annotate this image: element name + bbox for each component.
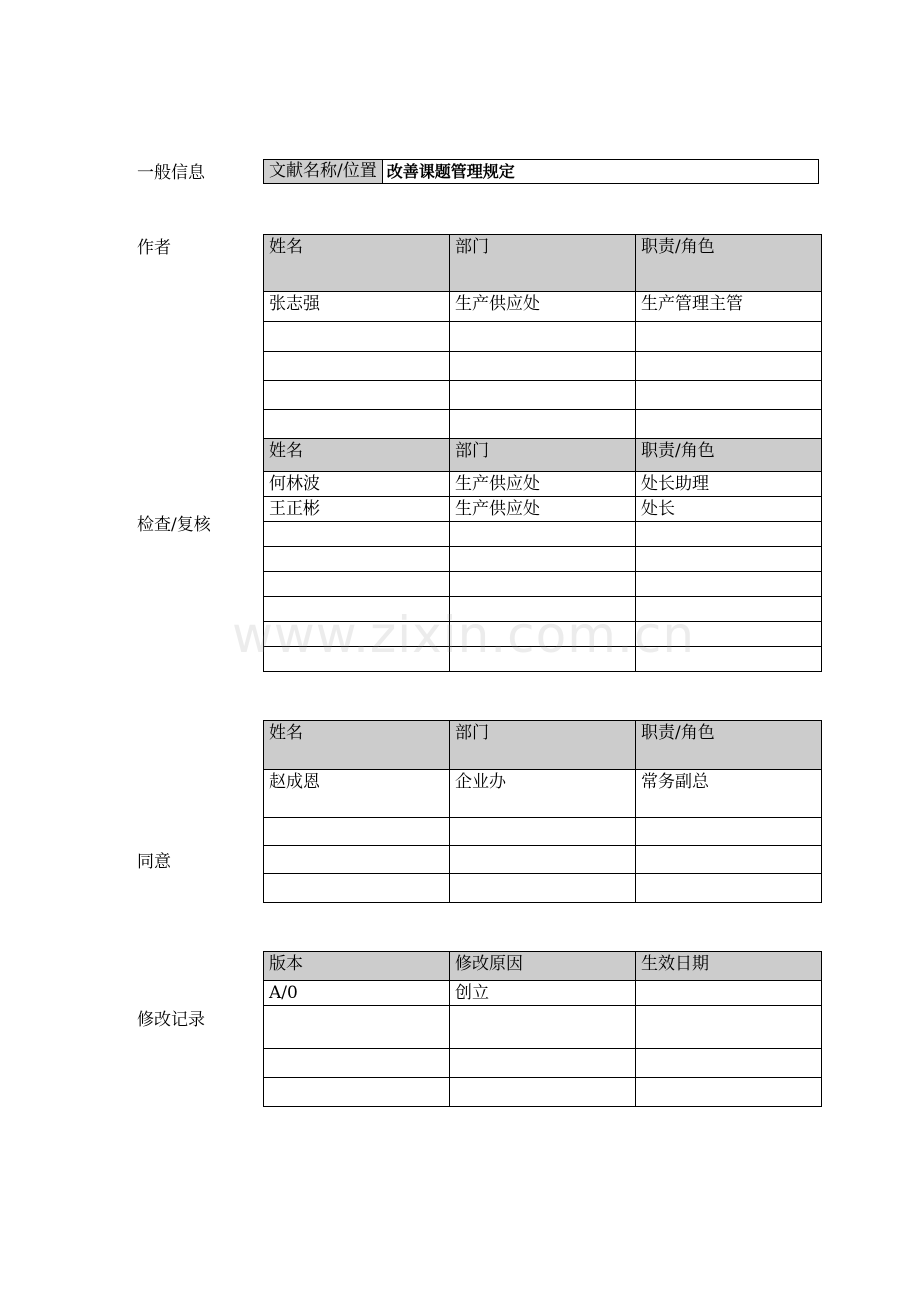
cell-role — [636, 352, 822, 381]
header-role: 职责/角色 — [636, 235, 822, 292]
cell-dept — [450, 572, 636, 597]
document-name-value: 改善课题管理规定 — [386, 162, 515, 181]
cell-dept — [450, 381, 636, 410]
cell-dept — [450, 352, 636, 381]
cell-name — [264, 322, 450, 352]
header-version: 版本 — [264, 952, 450, 981]
cell-version — [264, 1078, 450, 1107]
table-row — [264, 1006, 822, 1049]
table-row — [264, 410, 822, 439]
cell-reason — [450, 1049, 636, 1078]
cell-effective-date — [636, 1049, 822, 1078]
cell-role — [636, 647, 822, 672]
table-header-row — [264, 439, 822, 472]
cell-role: 处长 — [636, 497, 822, 522]
cell-name: 王正彬 — [264, 497, 450, 522]
cell-dept — [450, 522, 636, 547]
cell-name — [264, 522, 450, 547]
cell-name — [264, 381, 450, 410]
cell-role — [636, 547, 822, 572]
table-header-row — [264, 235, 822, 292]
author-label: 作者 — [137, 238, 171, 258]
cell-role — [636, 572, 822, 597]
general-info-label: 一般信息 — [137, 163, 205, 183]
table-row — [264, 547, 822, 572]
table-row — [264, 292, 822, 322]
table-row — [264, 622, 822, 647]
cell-dept — [450, 410, 636, 439]
header-effective-date: 生效日期 — [636, 952, 822, 981]
table-row — [264, 874, 822, 903]
revision-table — [263, 951, 822, 1107]
table-row — [264, 381, 822, 410]
cell-role — [636, 622, 822, 647]
cell-name — [264, 410, 450, 439]
cell-name: 张志强 — [264, 292, 450, 322]
table-row — [264, 572, 822, 597]
cell-dept: 生产供应处 — [450, 472, 636, 497]
cell-version — [264, 1006, 450, 1049]
table-row — [264, 522, 822, 547]
table-row — [264, 818, 822, 846]
cell-name: 赵成恩 — [264, 770, 450, 818]
cell-name — [264, 874, 450, 903]
cell-dept — [450, 322, 636, 352]
table-row — [264, 497, 822, 522]
header-role: 职责/角色 — [636, 721, 822, 770]
cell-version — [264, 1049, 450, 1078]
table-row — [264, 322, 822, 352]
cell-role — [636, 410, 822, 439]
cell-dept — [450, 622, 636, 647]
header-role: 职责/角色 — [636, 439, 822, 472]
cell-role — [636, 322, 822, 352]
cell-effective-date — [636, 981, 822, 1006]
cell-version: A/0 — [264, 981, 450, 1006]
header-name: 姓名 — [264, 439, 450, 472]
table-header-row — [264, 721, 822, 770]
cell-role — [636, 381, 822, 410]
cell-dept — [450, 547, 636, 572]
cell-dept: 企业办 — [450, 770, 636, 818]
header-dept: 部门 — [450, 235, 636, 292]
cell-name — [264, 818, 450, 846]
cell-role: 常务副总 — [636, 770, 822, 818]
header-reason: 修改原因 — [450, 952, 636, 981]
cell-dept — [450, 818, 636, 846]
review-label: 检查/复核 — [137, 515, 211, 535]
cell-reason — [450, 1006, 636, 1049]
approve-label: 同意 — [137, 852, 171, 872]
cell-name — [264, 647, 450, 672]
table-row — [264, 597, 822, 622]
cell-role — [636, 597, 822, 622]
cell-name — [264, 547, 450, 572]
cell-name — [264, 352, 450, 381]
cell-reason — [450, 1078, 636, 1107]
cell-dept — [450, 846, 636, 874]
cell-name: 何林波 — [264, 472, 450, 497]
table-header-row — [264, 952, 822, 981]
cell-name — [264, 846, 450, 874]
header-dept: 部门 — [450, 439, 636, 472]
cell-dept — [450, 874, 636, 903]
approve-table — [263, 720, 822, 903]
table-row — [264, 1078, 822, 1107]
cell-role — [636, 522, 822, 547]
cell-dept — [450, 597, 636, 622]
review-table — [263, 438, 822, 672]
header-dept: 部门 — [450, 721, 636, 770]
document-info-box — [263, 159, 819, 184]
revision-label: 修改记录 — [137, 1010, 205, 1030]
cell-effective-date — [636, 1006, 822, 1049]
table-row — [264, 770, 822, 818]
table-row — [264, 981, 822, 1006]
header-name: 姓名 — [264, 235, 450, 292]
table-row — [264, 846, 822, 874]
cell-dept: 生产供应处 — [450, 292, 636, 322]
document-name-key: 文献名称/位置 — [264, 160, 383, 183]
cell-dept — [450, 647, 636, 672]
table-row — [264, 352, 822, 381]
cell-role: 处长助理 — [636, 472, 822, 497]
cell-role — [636, 846, 822, 874]
cell-name — [264, 572, 450, 597]
cell-reason: 创立 — [450, 981, 636, 1006]
cell-name — [264, 597, 450, 622]
header-name: 姓名 — [264, 721, 450, 770]
cell-role — [636, 818, 822, 846]
cell-role — [636, 874, 822, 903]
author-table — [263, 234, 822, 439]
cell-dept: 生产供应处 — [450, 497, 636, 522]
cell-effective-date — [636, 1078, 822, 1107]
table-row — [264, 647, 822, 672]
table-row — [264, 472, 822, 497]
watermark: www.zixin.com.cn — [232, 606, 696, 664]
table-row — [264, 1049, 822, 1078]
cell-role: 生产管理主管 — [636, 292, 822, 322]
cell-name — [264, 622, 450, 647]
